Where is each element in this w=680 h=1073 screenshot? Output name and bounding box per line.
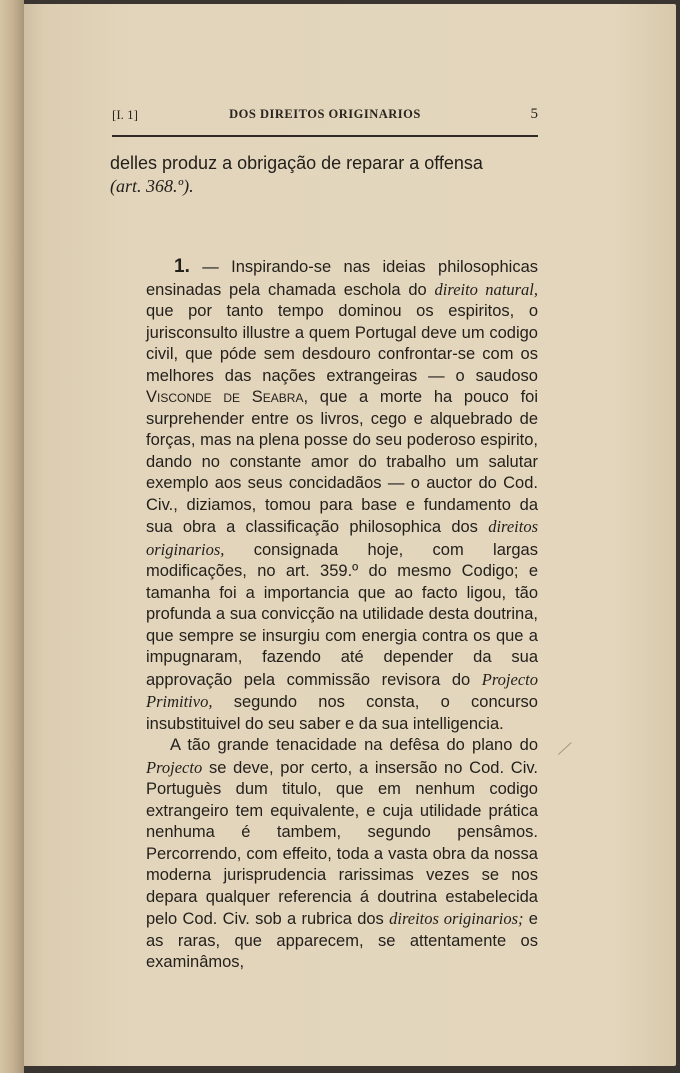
book-spine [0, 0, 24, 1073]
paragraph-1 [110, 256, 538, 735]
emphasis: direitos originarios; [389, 909, 524, 928]
paragraph-2 [110, 735, 538, 974]
emphasis: direito natural, [434, 279, 538, 299]
section-reference: [I. 1] [112, 107, 138, 122]
text-run: que por tanto tempo dominou os espiritos, o jurisconsulto illustre a quem Portugal deve um codigo civil, que póde sem desdouro confrontar-se com os melhores das nações extrangeiras — o saudoso [146, 302, 538, 385]
running-header [112, 107, 538, 129]
author-name: Visconde de Seabra [146, 388, 304, 406]
paragraph-continuation [110, 152, 538, 198]
text-run: se deve, por certo, a insersão no Cod. Civ. Portuguès dum titulo, que em nenhum codigo extrangeiro tem equivalente, e cuja utilidade prática nenhuma é tambem, segundo pensâmos. Percorrendo, com effeito, toda a vasta obra da nossa moderna jurisprudencia rarissimas vezes se nos depara qualquer referencia á doutrina estabelecida pelo Cod. Civ. sob a rubrica dos [146, 758, 538, 928]
page-body [110, 152, 538, 974]
header-rule [112, 135, 538, 137]
pencil-mark: ⁄ [560, 735, 570, 761]
text-run: , que a morte ha pouco foi surprehender entre os livros, cego e alquebrado de forças, mas na plena posse do seu poderoso espirito, dando no constante amor do trabalho um salutar exemplo aos seus concidadãos — o auctor do Cod. Civ., diziamos, tomou para base e fundamento da sua obra a classificação philosophica dos [146, 388, 538, 536]
paragraph-number: 1. [174, 256, 190, 277]
running-title: DOS DIREITOS ORIGINARIOS [229, 107, 421, 121]
emphasis: Projecto [146, 757, 203, 777]
text-run: — Inspirando-se nas ideias philosophicas ensinadas pela chamada eschola do [146, 258, 538, 299]
emphasis: direitos originarios, [146, 517, 538, 559]
emphasis: Projecto Primitivo, [146, 669, 538, 711]
text-run: delles produz a obrigação de reparar a offensa [110, 153, 483, 173]
text-run: A tão grande tenacidade na defêsa do plano do [170, 736, 538, 754]
text-run: consignada hoje, com largas modificações, no art. 359.º do mesmo Codigo; e tamanha foi a importancia que ao facto ligou, tão profunda a sua convicção na utilidade desta doutrina, que sempre se insurgiu com energia contra os que a impugnaram, fazendo até depender da sua approvação pela commissão revisora do [146, 540, 538, 689]
citation: (art. 368.º). [110, 176, 194, 196]
text-run: segundo nos consta, o concurso insubstituivel do seu saber e da sua intelligencia. [146, 693, 538, 733]
page-number: 5 [530, 106, 538, 122]
text-run: e as raras, que apparecem, se attentamente os examinâmos, [146, 910, 538, 971]
